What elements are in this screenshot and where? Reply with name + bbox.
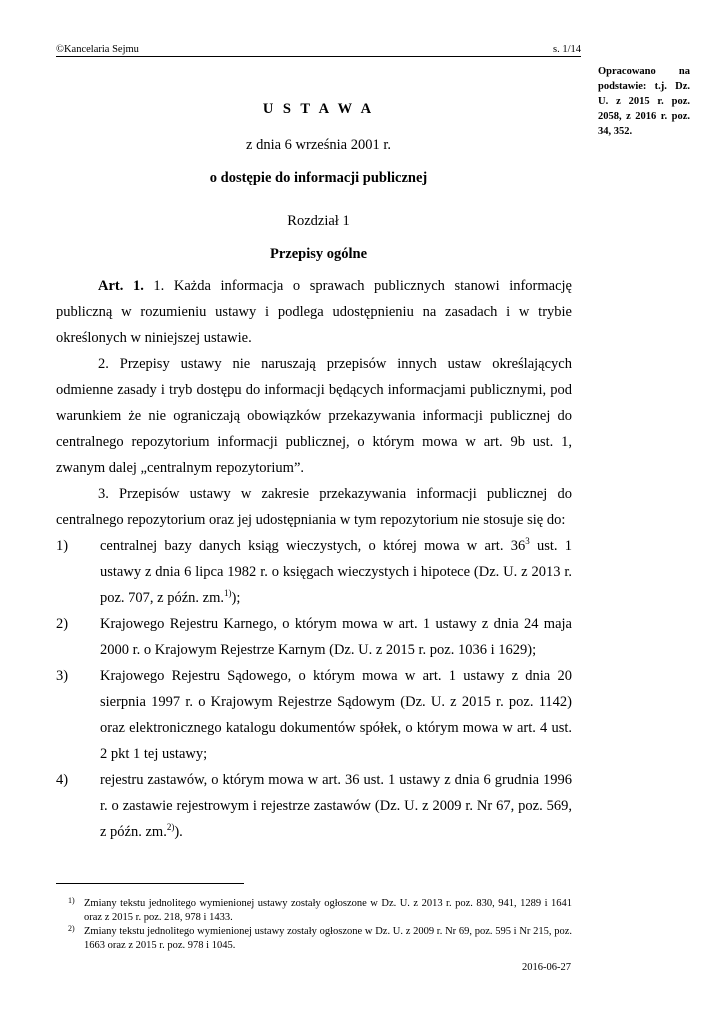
header-divider (56, 56, 581, 57)
chapter-number: Rozdział 1 (287, 213, 350, 229)
footnotes (56, 897, 572, 953)
list-item-text: Krajowego Rejestru Karnego, o którym mowa w art. 1 ustawy z dnia 24 maja 2000 r. o Krajowym Rejestrze Karnym (Dz. U. z 2015 r. poz. 1036 i 1629); (100, 616, 572, 658)
list-item-text: ust. 1 ustawy z dnia 6 lipca 1982 r. o księgach wieczystych i hipotece (Dz. U. z 2013 r. poz. 707, z późn. zm. (100, 538, 572, 606)
article-body (56, 273, 572, 845)
list-item-number: 1) (56, 538, 69, 554)
footnote-text: Zmiany tekstu jednolitego wymienionej ustawy zostały ogłoszone w Dz. U. z 2009 r. Nr 69, poz. 595 i Nr 215, poz. 1663 oraz z 2015 r. poz. 978 i 1045. (84, 926, 572, 951)
art1-p1-text: 1. Każda informacja o sprawach publicznych stanowi informację publiczną w rozumieniu ustawy i podlega udostępnieniu na zasadach i w trybie określonych w niniejszej ustawie. (56, 278, 572, 346)
list-item-number: 3) (56, 668, 69, 684)
list-item-text: centralnej bazy danych ksiąg wieczystych, o której mowa w art. 36 (100, 538, 526, 554)
footnote-number: 2) (68, 924, 75, 933)
page-number: s. 1/14 (552, 44, 581, 55)
list-item (56, 533, 572, 611)
act-date: z dnia 6 września 2001 r. (246, 137, 391, 153)
act-subject: o dostępie do informacji publicznej (209, 170, 428, 186)
footer-date: 2016-06-27 (522, 962, 571, 973)
list-item (56, 663, 572, 767)
article-label: Art. 1. (98, 278, 144, 294)
art1-paragraph-2: 2. Przepisy ustawy nie naruszają przepisów innych ustaw określających odmienne zasady i tryb dostępu do informacji będących informacjami publicznymi, pod warunkiem że nie ograniczają obowiązków przekazywania informacji publicznej do centralnego repozytorium informacji publicznej, o którym mowa w art. 9b ust. 1, zwanym dalej „centralnym repozytorium”. (56, 356, 572, 476)
consolidation-note: Opracowano na podstawie: t.j. Dz. U. z 2015 r. poz. 2058, z 2016 r. poz. 34, 352. (598, 66, 690, 137)
list-item-text: rejestru zastawów, o którym mowa w art. 36 ust. 1 ustawy z dnia 6 grudnia 1996 r. o zastawie rejestrowym i rejestrze zastawów (Dz. U. z 2009 r. Nr 67, poz. 569, z późn. zm. (100, 772, 572, 840)
list-item-text: Krajowego Rejestru Sądowego, o którym mowa w art. 1 ustawy z dnia 20 sierpnia 1997 r. o Krajowym Rejestrze Sądowym (Dz. U. z 2015 r. poz. 1142) oraz elektronicznego katalogu dokumentów spółek, o którym mowa w art. 4 ust. 2 pkt 1 tej ustawy; (100, 668, 572, 762)
footnote-number: 1) (68, 896, 75, 905)
chapter-title: Przepisy ogólne (269, 246, 368, 262)
footnote-ref: 2) (166, 822, 175, 832)
list-item-text: ); (231, 590, 241, 606)
footnote-divider (56, 883, 244, 884)
art1-paragraph-3: 3. Przepisów ustawy w zakresie przekazywania informacji publicznej do centralnego repozytorium oraz jej udostępniania w tym repozytorium nie stosuje się do: (56, 486, 572, 528)
art1-paragraph-1 (56, 273, 572, 351)
list-item (56, 767, 572, 845)
list-item-number: 4) (56, 772, 69, 788)
footnote-text: Zmiany tekstu jednolitego wymienionej ustawy zostały ogłoszone w Dz. U. z 2013 r. poz. 830, 941, 1289 i 1641 oraz z 2015 r. poz. 218, 978 i 1433. (84, 898, 572, 923)
footnote-ref: 1) (224, 588, 232, 598)
superscript: 3 (525, 536, 530, 546)
header-publisher: ©Kancelaria Sejmu (56, 44, 139, 55)
footnote (56, 897, 572, 925)
document-title: U S T A W A (262, 101, 375, 117)
footnote (56, 925, 572, 953)
list-item-text: ). (174, 824, 183, 840)
list-item-number: 2) (56, 616, 69, 632)
list-item (56, 611, 572, 663)
